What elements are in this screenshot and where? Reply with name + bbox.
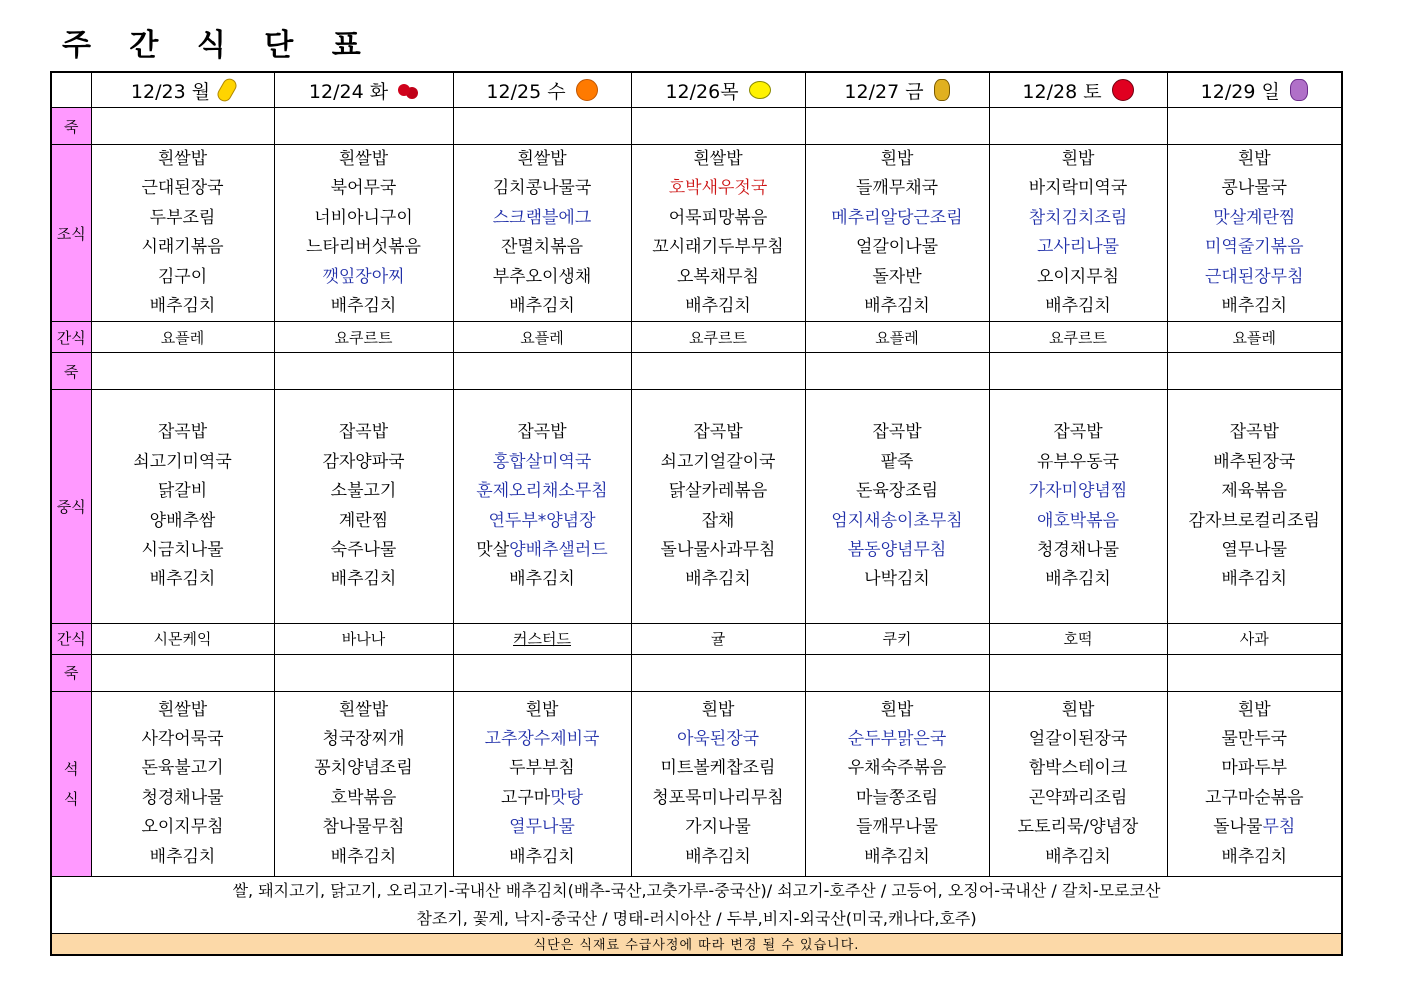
row-label-dinner-2: 식 [64,789,79,808]
menu-item: 훈제오리채소무침 [476,481,608,502]
menu-list [632,390,805,622]
menu-item: 흰밥 [701,699,735,720]
snack-item: 쿠키 [882,630,912,649]
menu-item: 홍합살미역국 [492,451,592,472]
menu-item [476,536,607,565]
snack-item: 요플레 [160,328,205,347]
menu-item: 배추김치 [864,296,930,317]
day-header [631,72,805,108]
row-label-dinner-1: 석 [64,759,79,778]
row-label-dinner [51,691,91,876]
menu-item: 마파두부 [1221,758,1288,779]
snack-item: 시몬케익 [153,630,212,649]
menu-item: 잡채 [701,510,735,531]
breakfast-cell [989,145,1167,322]
breakfast-row [51,145,1342,322]
menu-item: 고사리나물 [1036,237,1120,258]
menu-item: 잡곡밥 [1229,422,1279,443]
menu-item: 흰밥 [525,699,559,720]
menu-item: 오이지무침 [1036,266,1120,287]
juk-cell [453,654,631,691]
snack-cell [631,322,805,353]
menu-item: 콩나물국 [1221,178,1288,199]
menu-item: 배추김치 [685,569,751,590]
menu-item: 팥죽 [880,451,914,472]
dinner-cell [631,691,805,876]
menu-item: 얼갈이나물 [855,237,939,258]
menu-item: 배추김치 [685,296,751,317]
grape-icon [1290,79,1308,101]
menu-item-part: 고구마 [500,787,551,808]
menu-item: 배추김치 [1221,569,1288,590]
juk-cell [1167,108,1342,145]
menu-item: 돌자반 [872,266,922,287]
dinner-cell [274,691,453,876]
menu-list [990,390,1167,622]
snack-cell [1167,322,1342,353]
menu-item: 아욱된장국 [676,729,760,750]
menu-item: 나박김치 [864,569,930,590]
juk-cell [274,353,453,390]
juk-row [51,353,1342,390]
dinner-cell [805,691,989,876]
breakfast-cell [91,145,274,322]
menu-list [632,145,805,321]
day-date: 12/26목 [665,80,739,103]
snack-cell [631,623,805,654]
day-header [274,72,453,108]
snack-cell [91,623,274,654]
menu-item: 봄동양념무침 [847,540,947,561]
menu-item: 깻잎장아찌 [322,266,405,287]
snack-item: 요쿠르트 [689,328,747,347]
snack_am-row [51,322,1342,353]
juk-cell [453,108,631,145]
origin-line-1: 쌀, 돼지고기, 닭고기, 오리고기-국내산 배추김치(배추-국산,고춧가루-중국산)/ 쇠고기-호주산 / 고등어, 오징어-국내산 / 갈치-모로코산 [232,880,1161,900]
menu-item: 잡곡밥 [1053,422,1103,443]
header-row [51,72,1342,108]
dinner-cell [453,691,631,876]
menu-list [1168,390,1342,622]
menu-list [454,145,631,321]
origin-info [51,876,1342,933]
menu-item: 감자브로컬리조림 [1188,510,1320,531]
cherry-icon [398,84,410,96]
dinner-cell [989,691,1167,876]
menu-item: 청경채나물 [1036,540,1120,561]
menu-list [454,390,631,622]
menu-item: 배추김치 [509,569,575,590]
lemon-icon [749,81,771,99]
snack-cell [989,623,1167,654]
menu-item: 흰밥 [1061,149,1095,169]
snack_pm-row [51,623,1342,654]
menu-list [806,696,989,872]
day-header-content [486,77,597,104]
juk-cell [631,654,805,691]
menu-list [92,696,274,872]
menu-item: 오이지무침 [141,817,224,838]
row-label-breakfast: 조식 [51,145,91,322]
menu-item: 배추김치 [1221,296,1288,317]
menu-item: 흰쌀밥 [157,149,208,169]
menu-item: 감자양파국 [322,451,405,472]
juk-cell [274,654,453,691]
menu-item: 닭살카레볶음 [668,481,768,502]
menu-item: 근대된장국 [141,178,224,199]
menu-item: 흰밥 [1237,699,1271,720]
menu-item: 근대된장무침 [1204,266,1304,287]
menu-item: 참치김치조림 [1028,207,1128,228]
day-header-content [309,77,418,104]
menu-list [1168,696,1342,872]
row-label-lunch: 중식 [51,390,91,623]
snack-cell [805,322,989,353]
juk-cell [989,108,1167,145]
weekly-menu-table [50,71,1343,956]
snack-item: 요플레 [875,328,919,347]
juk-cell [631,108,805,145]
menu-item: 배추김치 [1045,569,1111,590]
day-date: 12/29 일 [1200,80,1280,103]
row-label-juk: 죽 [51,654,91,691]
breakfast-cell [631,145,805,322]
lunch-cell [631,390,805,623]
notice-row [51,933,1342,955]
menu-item: 열무나물 [509,817,575,838]
menu-item: 배추김치 [149,846,216,867]
menu-item: 호박볶음 [330,787,397,808]
menu-item: 잡곡밥 [338,422,389,443]
menu-item: 잔멸치볶음 [500,237,584,258]
juk-cell [453,353,631,390]
menu-item: 시금치나물 [141,540,224,561]
menu-item [1213,813,1295,842]
snack-item: 요플레 [520,328,564,347]
menu-item: 도토리묵/양념장 [1017,817,1139,838]
juk-cell [805,108,989,145]
menu-item: 곤약꽈리조림 [1028,787,1128,808]
corner-cell [51,72,91,108]
menu-item: 얼갈이된장국 [1028,729,1128,750]
lunch-cell [91,390,274,623]
menu-item: 물만두국 [1221,729,1288,750]
juk-cell [631,353,805,390]
menu-item: 김구이 [157,266,208,287]
day-header-content [1201,77,1308,104]
origin-line-2: 참조기, 꽃게, 낙지-중국산 / 명태-러시아산 / 두부,비지-외국산(미국,캐나다,호주) [416,908,977,928]
snack-item: 호떡 [1063,630,1093,649]
menu-list [275,390,453,622]
juk-cell [989,353,1167,390]
menu-item: 북어무국 [330,178,397,199]
origin-row [51,876,1342,933]
menu-item-part: 돌나물 [1213,817,1263,838]
menu-item: 가지나물 [685,817,751,838]
juk-cell [805,654,989,691]
menu-item: 배추김치 [1221,846,1288,867]
breakfast-cell [1167,145,1342,322]
notice-text: 식단은 식재료 수급사정에 따라 변경 될 수 있습니다. [51,933,1342,955]
menu-item: 배추김치 [330,569,397,590]
lunch-cell [989,390,1167,623]
row-label-juk: 죽 [51,108,91,145]
orange-icon [576,79,598,101]
menu-item: 흰밥 [880,149,914,169]
page-title: 주 간 식 단 표 [62,28,375,63]
menu-item: 오복채무침 [676,266,760,287]
menu-item: 흰쌀밥 [157,699,208,720]
dinner-row [51,691,1342,876]
day-header-content [844,77,949,104]
menu-item: 꼬시래기두부무침 [652,237,784,258]
menu-item-part: 무침 [1262,817,1296,838]
menu-item: 열무나물 [1221,540,1288,561]
day-header [91,72,274,108]
row-label-snack: 간식 [51,623,91,654]
menu-list [454,696,631,872]
menu-item: 들깨무나물 [855,817,939,838]
menu-item: 스크램블에그 [492,207,592,228]
juk-cell [91,353,274,390]
menu-item: 숙주나물 [330,540,397,561]
snack-item: 요쿠르트 [1049,328,1107,347]
snack-cell [453,322,631,353]
menu-item: 꽁치양념조림 [314,758,413,779]
menu-item: 고구마순볶음 [1204,787,1304,808]
menu-item: 청경채나물 [141,787,224,808]
snack-cell [274,322,453,353]
day-date: 12/28 토 [1022,80,1102,103]
menu-item: 유부우동국 [1036,451,1120,472]
apple-icon [1112,79,1134,101]
menu-item: 흰밥 [880,699,914,720]
menu-item-part: 맛살 [476,540,510,561]
juk-cell [1167,654,1342,691]
juk-cell [989,654,1167,691]
menu-item: 어묵피망볶음 [668,207,768,228]
menu-item: 애호박볶음 [1036,510,1120,531]
menu-item: 배추김치 [509,296,575,317]
menu-item: 김치콩나물국 [492,178,592,199]
menu-item [501,784,583,813]
menu-item: 호박새우젓국 [668,178,768,199]
menu-item: 흰쌀밥 [517,149,567,169]
snack-cell [989,322,1167,353]
menu-list [92,145,274,321]
menu-list [92,390,274,622]
menu-list [1168,145,1342,321]
menu-item: 계란찜 [338,510,389,531]
snack-cell [274,623,453,654]
menu-item: 돈육장조림 [855,481,939,502]
day-header [453,72,631,108]
menu-item: 두부조림 [149,207,216,228]
dinner-cell [1167,691,1342,876]
menu-list [806,390,989,622]
menu-item: 함박스테이크 [1028,758,1128,779]
lunch-cell [1167,390,1342,623]
day-header-content [131,77,234,104]
snack-cell [1167,623,1342,654]
menu-item: 느타리버섯볶음 [306,237,421,258]
menu-item: 양배추쌈 [149,510,216,531]
menu-item: 청포묵미나리무침 [652,787,784,808]
day-header-content [1022,77,1133,104]
lunch-cell [805,390,989,623]
banana-icon [215,76,239,104]
menu-list [990,145,1167,321]
juk-row [51,108,1342,145]
juk-row [51,654,1342,691]
lunch-cell [453,390,631,623]
menu-item: 가자미양념찜 [1028,481,1128,502]
menu-item: 두부부침 [509,758,575,779]
snack-item: 바나나 [341,630,386,649]
menu-item: 제육볶음 [1221,481,1288,502]
menu-item: 배추김치 [864,846,930,867]
day-header-content [665,77,770,104]
menu-item: 잡곡밥 [872,422,922,443]
juk-cell [91,108,274,145]
day-header [805,72,989,108]
snack-item: 사과 [1239,630,1269,649]
menu-item: 맛살계란찜 [1213,207,1296,228]
menu-item: 흰쌀밥 [693,149,743,169]
row-label-juk: 죽 [51,353,91,390]
menu-item: 배추된장국 [1213,451,1296,472]
menu-item: 흰쌀밥 [338,149,389,169]
breakfast-cell [453,145,631,322]
day-date: 12/24 화 [308,80,389,103]
snack-item: 요쿠르트 [334,328,393,347]
menu-item: 배추김치 [149,296,216,317]
breakfast-cell [274,145,453,322]
menu-item: 너비아니구이 [314,207,413,228]
lunch-row [51,390,1342,623]
menu-item: 연두부*양념장 [488,510,596,531]
menu-list [275,696,453,872]
menu-item: 우채숙주볶음 [847,758,947,779]
menu-item-part: 양배추샐러드 [509,540,608,561]
lunch-cell [274,390,453,623]
menu-item: 미트볼케찹조림 [660,758,776,779]
menu-item: 바지락미역국 [1028,178,1128,199]
menu-item: 배추김치 [330,296,397,317]
menu-item: 흰쌀밥 [338,699,389,720]
day-header [989,72,1167,108]
menu-item: 배추김치 [1045,296,1111,317]
row-label-snack: 간식 [51,322,91,353]
dinner-cell [91,691,274,876]
menu-item: 시래기볶음 [141,237,224,258]
menu-item: 잡곡밥 [693,422,743,443]
menu-item: 흰밥 [1061,699,1095,720]
menu-item: 소불고기 [330,481,397,502]
menu-item: 순두부맑은국 [847,729,947,750]
menu-item: 배추김치 [149,569,216,590]
menu-list [806,145,989,321]
pineapple-icon [934,79,950,101]
juk-cell [91,654,274,691]
menu-item-part: 맛탕 [550,787,584,808]
day-date: 12/23 월 [130,80,211,103]
menu-item: 돌나물사과무침 [660,540,776,561]
breakfast-cell [805,145,989,322]
menu-item: 잡곡밥 [517,422,567,443]
day-date: 12/25 수 [486,80,566,103]
juk-cell [805,353,989,390]
menu-item: 쇠고기미역국 [133,451,232,472]
snack-item: 요플레 [1232,328,1276,347]
menu-item: 배추김치 [509,846,575,867]
day-header [1167,72,1342,108]
juk-cell [1167,353,1342,390]
snack-cell [453,623,631,654]
menu-item: 고추장수제비국 [484,729,600,750]
menu-item: 청국장찌개 [322,729,405,750]
menu-item: 배추김치 [685,846,751,867]
snack-item: 귤 [710,630,726,649]
menu-item: 닭갈비 [157,481,208,502]
snack-item: 커스터드 [513,630,571,649]
menu-list [632,696,805,872]
menu-item: 배추김치 [1045,846,1111,867]
menu-item: 흰밥 [1237,149,1271,169]
menu-item: 들깨무채국 [855,178,939,199]
menu-item: 엄지새송이초무침 [831,510,963,531]
juk-cell [274,108,453,145]
menu-list [275,145,453,321]
menu-item: 배추김치 [330,846,397,867]
menu-item: 미역줄기볶음 [1204,237,1304,258]
menu-item: 부추오이생채 [492,266,592,287]
menu-item: 메추리알당근조림 [831,207,963,228]
menu-item: 잡곡밥 [157,422,208,443]
snack-cell [805,623,989,654]
menu-item: 쇠고기얼갈이국 [660,451,776,472]
menu-item: 참나물무침 [322,817,405,838]
menu-item: 돈육불고기 [141,758,224,779]
menu-item: 마늘쫑조림 [855,787,939,808]
day-date: 12/27 금 [844,80,924,103]
snack-cell [91,322,274,353]
menu-item: 사각어묵국 [141,729,224,750]
menu-list [990,696,1167,872]
